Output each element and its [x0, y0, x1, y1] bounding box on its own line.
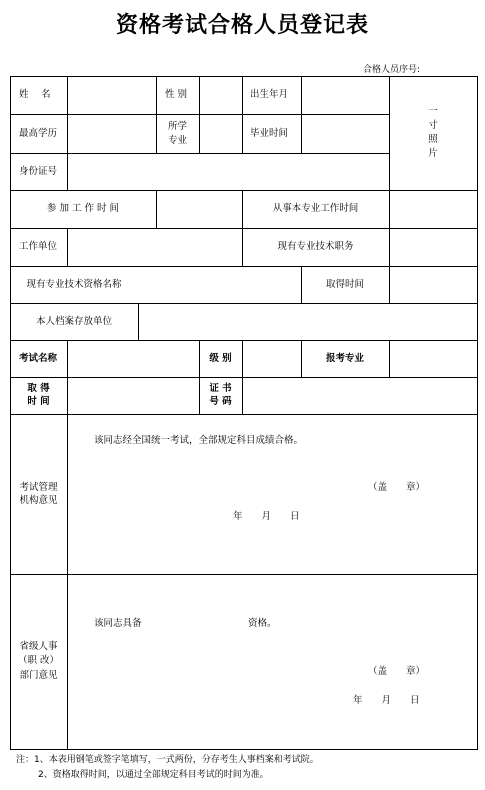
page-title: 资格考试合格人员登记表 [115, 12, 369, 38]
note-line-1: 注：1、本表用钢笔或签字笔填写，一式两份，分存考生人事档案和考试院。 [16, 755, 319, 765]
gender-field[interactable] [200, 77, 242, 114]
province-date-text: 年 月 日 [353, 695, 420, 706]
registration-form [10, 76, 478, 750]
obtain-time-field[interactable] [390, 267, 477, 303]
current-qual-label: 现有专业技术资格名称 [26, 278, 122, 290]
note-line-2: 2、资格取得时间，以通过全部规定科目考试的时间为准。 [38, 770, 269, 780]
table-border-right [477, 76, 478, 750]
name-field[interactable] [68, 77, 156, 114]
province-opinion-text-b: 资格。 [248, 618, 277, 629]
grad-time-field[interactable] [302, 115, 389, 153]
exam-mgmt-opinion-area[interactable] [68, 415, 477, 574]
birth-field[interactable] [302, 77, 389, 114]
exam-name-label: 考试名称 [19, 352, 58, 364]
employer-label: 工作单位 [19, 241, 58, 253]
level-field[interactable] [243, 341, 301, 377]
current-qual-field[interactable] [139, 267, 301, 303]
exam-major-field[interactable] [390, 341, 477, 377]
education-label: 最高学历 [19, 127, 58, 139]
name-label: 姓 名 [19, 89, 51, 101]
exam-opinion-text: 该同志经全国统一考试，全部规定科目成绩合格。 [94, 435, 304, 446]
employer-field[interactable] [68, 229, 242, 266]
current-title-field[interactable] [390, 229, 477, 266]
photo-area[interactable]: 一 寸 照 片 [428, 105, 438, 160]
id-number-label: 身份证号 [19, 165, 58, 177]
acquire-time-field[interactable] [68, 378, 199, 414]
birth-label: 出生年月 [250, 89, 289, 101]
serial-number-label: 合格人员序号: [363, 65, 421, 75]
education-field[interactable] [68, 115, 156, 153]
table-border-bottom [10, 749, 478, 750]
exam-name-field[interactable] [68, 341, 199, 377]
major-field[interactable] [200, 115, 242, 153]
archive-unit-field[interactable] [139, 304, 477, 340]
exam-major-label: 报考专业 [325, 352, 364, 364]
cert-no-field[interactable] [243, 378, 477, 414]
province-opinion-text-a: 该同志具备 [94, 618, 142, 629]
major-label: 所学 专业 [167, 121, 187, 146]
level-label: 级 别 [209, 352, 232, 364]
cert-no-label: 证 书 号 码 [209, 383, 232, 407]
gender-label: 性 别 [165, 89, 188, 101]
id-number-field[interactable] [68, 154, 389, 190]
obtain-time-label: 取得时间 [325, 278, 364, 290]
pro-work-field[interactable] [390, 191, 477, 228]
current-title-label: 现有专业技术职务 [277, 241, 354, 253]
work-start-label: 参 加 工 作 时 间 [46, 203, 120, 215]
work-start-field[interactable] [157, 191, 242, 228]
pro-work-label: 从事本专业工作时间 [272, 203, 359, 215]
grad-time-label: 毕业时间 [250, 127, 289, 139]
province-hr-label: 省级人事 （职 改） 部门意见 [17, 641, 60, 681]
province-opinion-area[interactable] [68, 575, 477, 749]
exam-date-text: 年 月 日 [233, 511, 300, 522]
exam-mgmt-label: 考试管理 机构意见 [19, 481, 58, 506]
exam-seal-text: （盖 章） [368, 482, 426, 493]
province-seal-text: （盖 章） [368, 666, 426, 677]
archive-unit-label: 本人档案存放单位 [35, 315, 112, 327]
acquire-time-label: 取 得 时 间 [27, 383, 50, 407]
